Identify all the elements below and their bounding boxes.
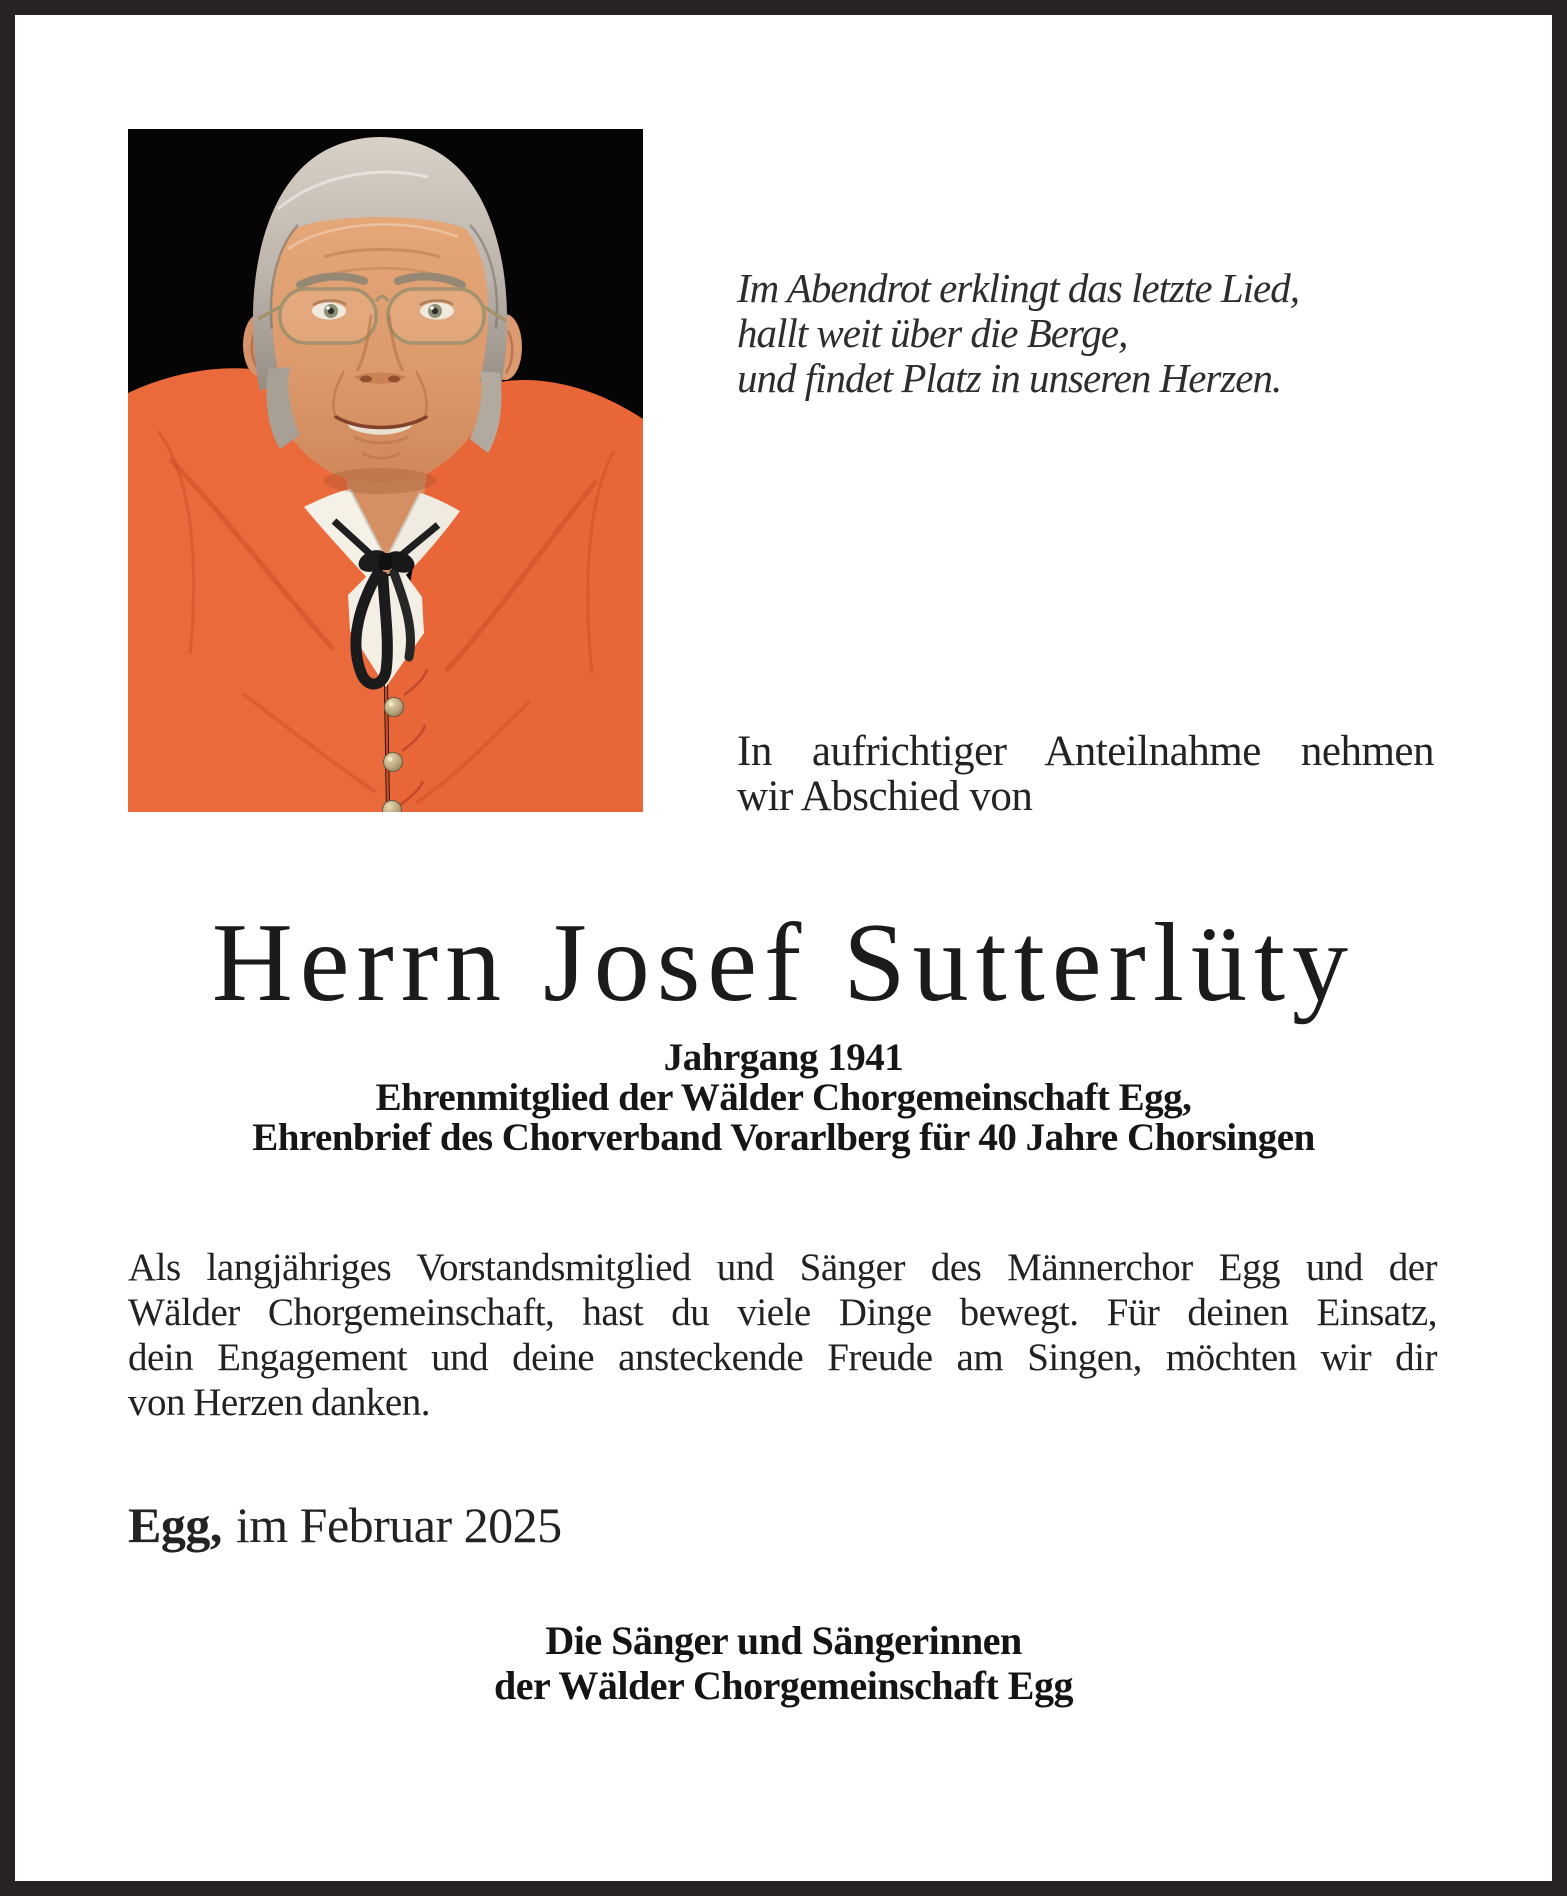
poem-line: hallt weit über die Berge,: [737, 310, 1128, 356]
date-label: im Februar 2025: [235, 1497, 562, 1553]
signature-block: [0, 1618, 1567, 1708]
tribute-line: dein Engagement und deine ansteckende Freude am Singen, möchten wir dir: [128, 1336, 1437, 1379]
condolence-intro: [737, 729, 1434, 819]
deceased-honors: [0, 1038, 1567, 1158]
tribute-line: von Herzen danken.: [128, 1381, 430, 1424]
signature-line: Die Sänger und Sängerinnen: [545, 1618, 1022, 1663]
tribute-line: Wälder Chorgemeinschaft, hast du viele Dinge bewegt. Für deinen Einsatz,: [128, 1291, 1437, 1334]
condolence-line: wir Abschied von: [737, 773, 1033, 820]
portrait-illustration: [128, 129, 643, 812]
tribute-line: Als langjähriges Vorstandsmitglied und Sänger des Männerchor Egg und der: [128, 1246, 1437, 1289]
signature-line: der Wälder Chorgemeinschaft Egg: [494, 1663, 1073, 1708]
place-date-line: [128, 1496, 562, 1554]
memorial-poem: [737, 266, 1299, 401]
deceased-name: Herrn Josef Sutterlüty: [211, 901, 1356, 1025]
tribute-paragraph: [128, 1245, 1437, 1425]
birth-year-line: Jahrgang 1941: [663, 1036, 904, 1079]
place-label: Egg,: [128, 1497, 222, 1553]
poem-line: Im Abendrot erklingt das letzte Lied,: [737, 265, 1299, 311]
poem-line: und findet Platz in unseren Herzen.: [737, 355, 1282, 401]
honor-line: Ehrenmitglied der Wälder Chorgemeinschaft Egg,: [375, 1076, 1192, 1119]
portrait-photo: [128, 129, 643, 812]
honor-line: Ehrenbrief des Chorverband Vorarlberg für 40 Jahre Chorsingen: [252, 1116, 1315, 1159]
condolence-line: In aufrichtiger Anteilnahme nehmen: [737, 728, 1434, 775]
